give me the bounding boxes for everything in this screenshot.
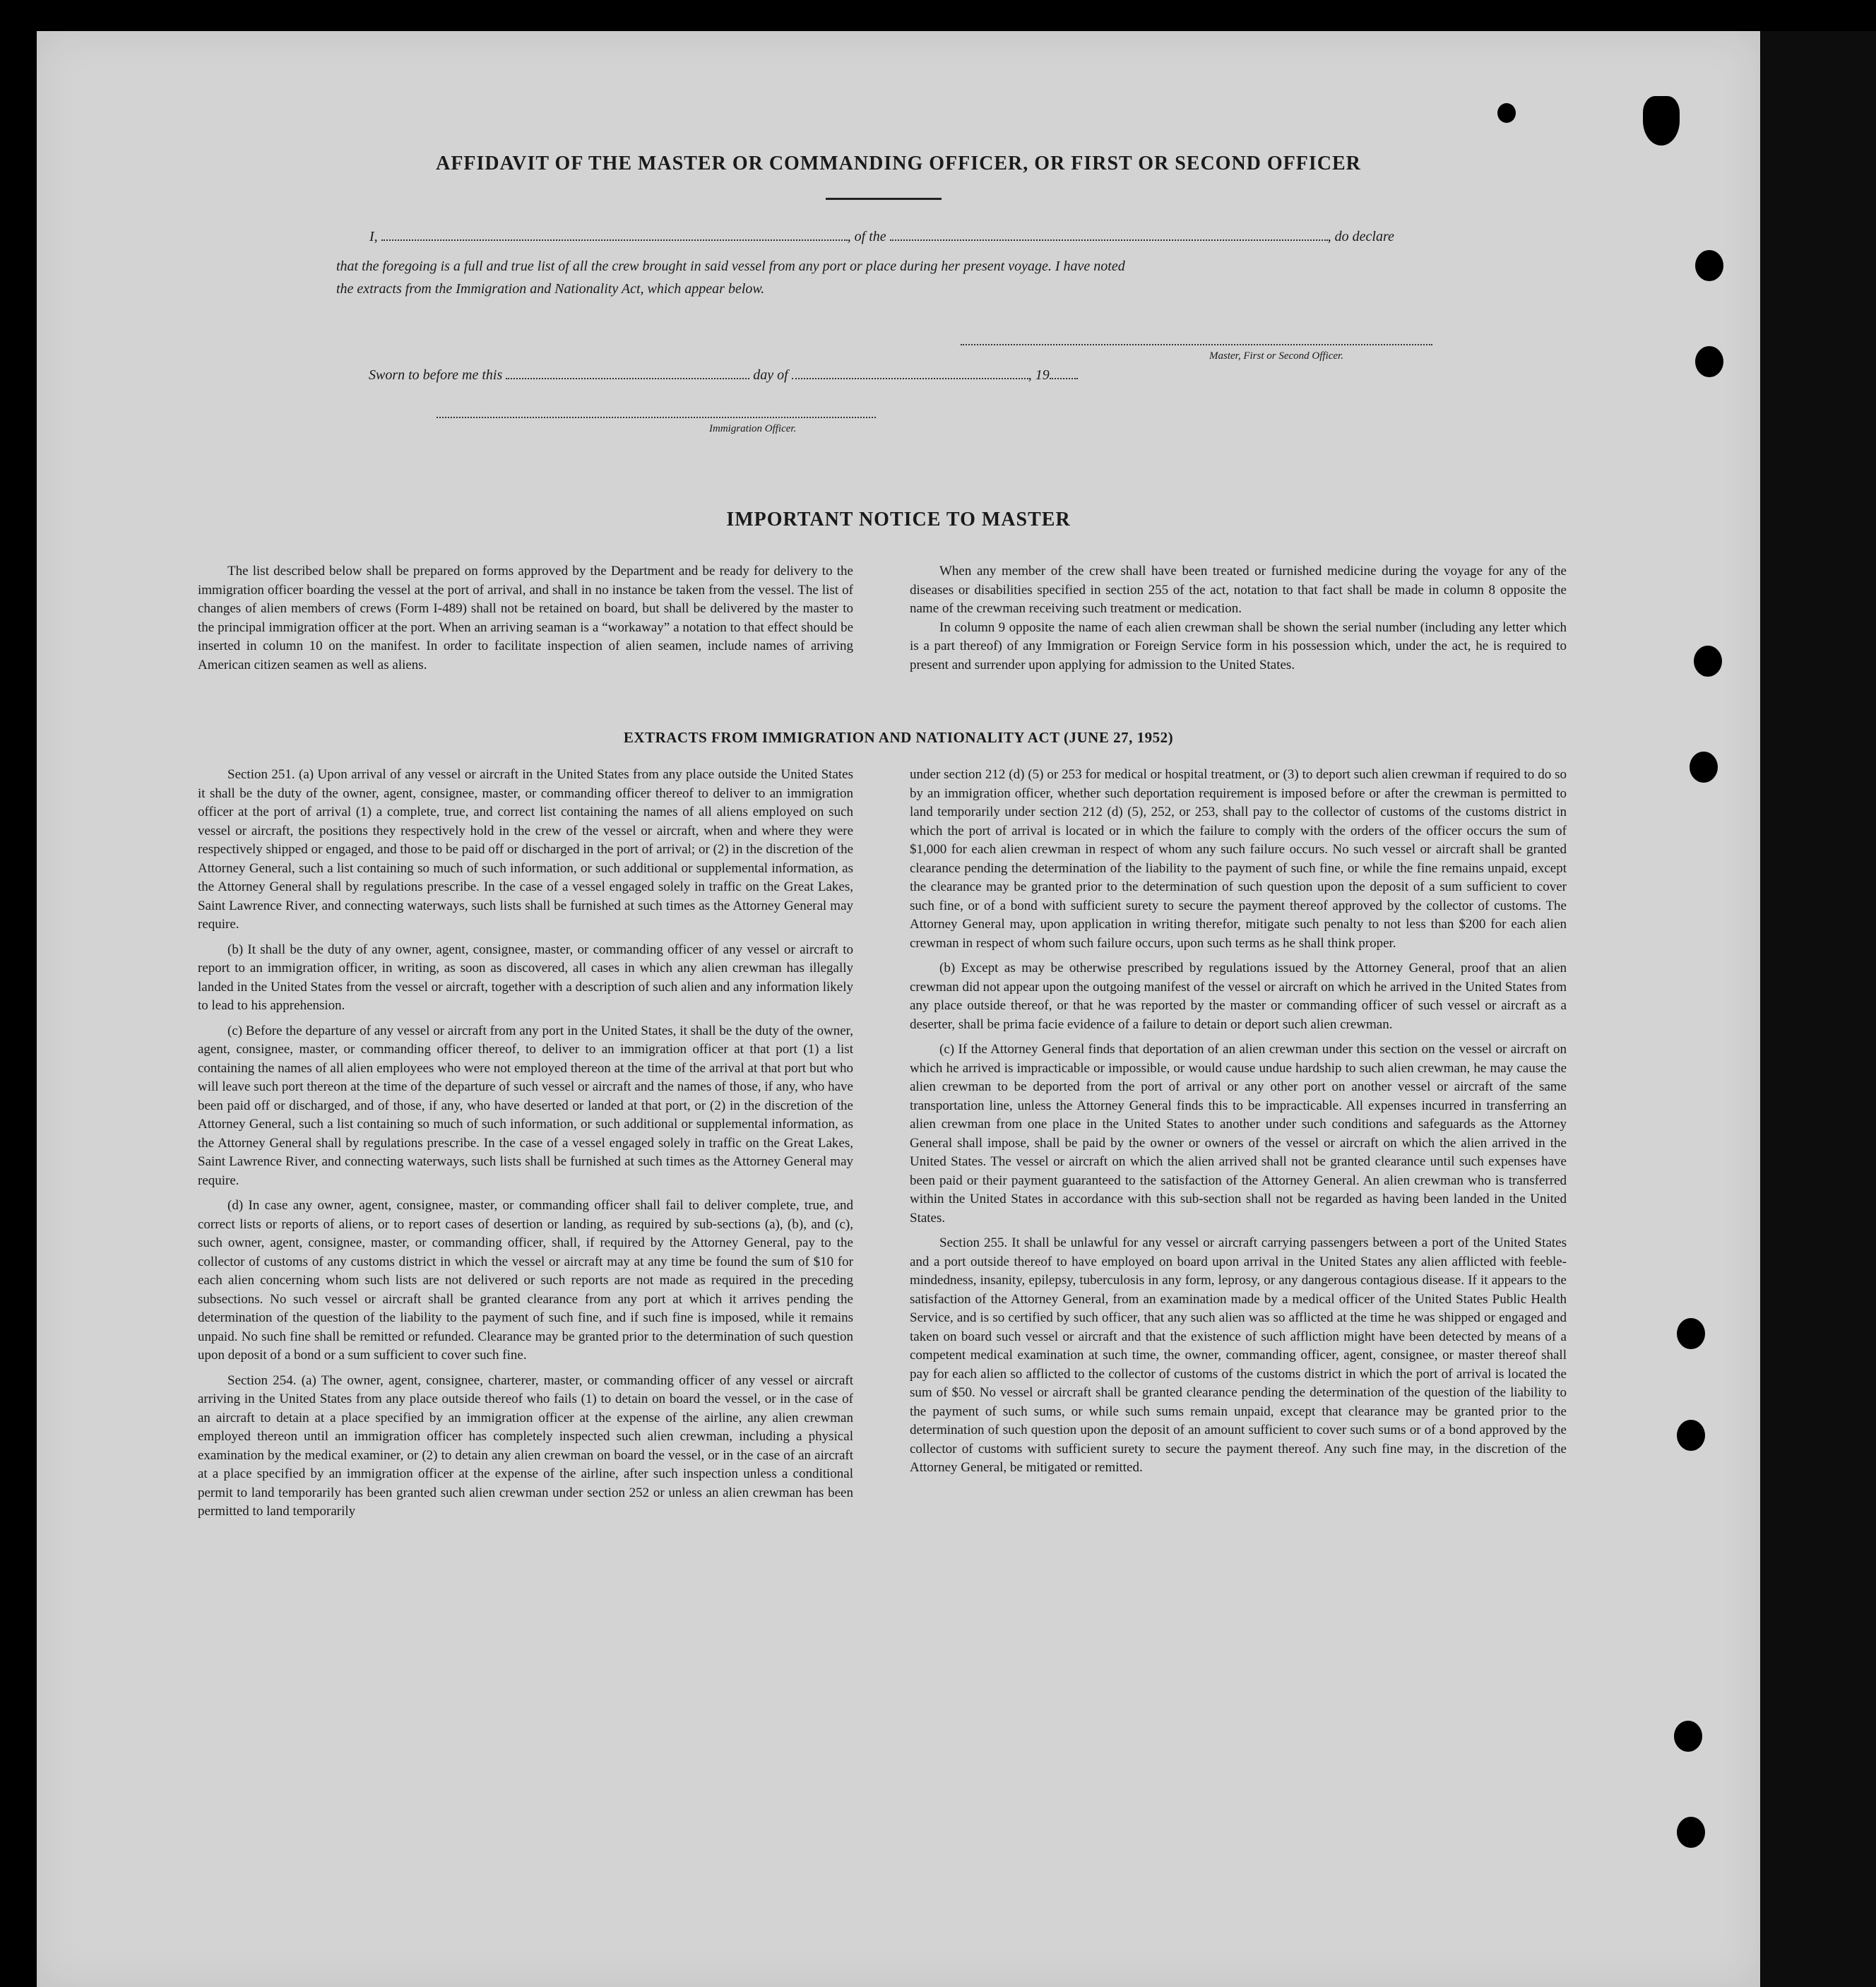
master-signature-line[interactable] bbox=[961, 344, 1432, 345]
notice-right-column bbox=[910, 562, 1567, 675]
punch-hole bbox=[1677, 1817, 1705, 1848]
affidavit-line-3: the extracts from the Immigration and Nationality Act, which appear below. bbox=[336, 281, 765, 297]
year-blank[interactable] bbox=[1050, 368, 1078, 379]
document-page bbox=[37, 31, 1760, 1987]
punch-hole bbox=[1695, 250, 1723, 281]
day-of-text: day of bbox=[753, 367, 788, 383]
affidavit-title: AFFIDAVIT OF THE MASTER OR COMMANDING OFFICER, OR FIRST OR SECOND OFFICER bbox=[436, 153, 1361, 174]
extracts-left-column bbox=[198, 766, 853, 1522]
vessel-blank[interactable] bbox=[890, 230, 1328, 241]
section-254-a-cont: under section 212 (d) (5) or 253 for medical or hospital treatment, or (3) to deport such alien crewman if required to do so by an immigration officer, whether such deportation requirement is imposed before or after the crewman is permitted to land temporarily under section 212 (d) (5), 252, or 253, shall pay to the collector of customs of the customs district in which the port of arrival is located or in which the failure to comply with the orders of the officer occurs the sum of $1,000 for each alien crewman in respect of whom any such failure occurs. No such vessel or aircraft shall be granted clearance pending the determination of the liability to the payment of such fine, or while the fine remains unpaid, except the clearance may be granted prior to the determination of such question upon the deposit of a sum sufficient to cover such fine, or of a bond with sufficient surety to secure the payment thereof approved by the collector of customs. The Attorney General may, upon application in writing therefor, mitigate such penalty to not less than $200 for each alien crewman in respect of whom such failure occurs, upon such terms as he shall think proper. bbox=[910, 767, 1567, 951]
section-255: Section 255. It shall be unlawful for any vessel or aircraft carrying passengers between a port of the United States and a port outside thereof to have employed on board upon arrival in the United States any alien afflicted with feeble-mindedness, insanity, epilepsy, tuberculosis in any form, leprosy, or any dangerous contagious disease. If it appears to the satisfaction of the Attorney General, from an examination made by a medical officer of the United States Public Health Service, and is so certified by such officer, that any such alien was so afflicted at the time he was shipped or engaged and taken on board such vessel or aircraft and that the existence of such affliction might have been detected by means of a competent medical examination at such time, the owner, commanding officer, agent, consignee, or master thereof shall pay for each alien so afflicted to the collector of customs of the customs district in which the port of arrival is located the sum of $50. No vessel or aircraft shall be granted clearance pending the determination of the question of the liability to the payment of such sums, or while such sums remain unpaid, except that clearance may be granted prior to the determination of such question upon the deposit of an amount sufficient to cover such sums or of a bond approved by the collector of customs with sufficient surety to secure the payment thereof. Any such fine may, in the discretion of the Attorney General, be mitigated or remitted. bbox=[910, 1235, 1567, 1475]
section-251-c: (c) Before the departure of any vessel or aircraft from any port in the United States, it shall be the duty of the owner, agent, consignee, master, or commanding officer thereof, to deliver to an immigration officer at that port (1) a list containing the names of all alien employees who were not employed thereon at the time of the arrival at that port but who will leave such port thereon at the time of the departure of such vessel or aircraft and the names of those, if any, who have been paid off or discharged, and of those, if any, who have deserted or landed at that port, or (2) in the discretion of the Attorney General, such a list containing so much of such information, or such additional or supplemental information, as the Attorney General shall by regulations prescribe. In the case of a vessel engaged solely in traffic on the Great Lakes, Saint Lawrence River, and connecting waterways, such lists shall be furnished at such times as the Attorney General may require. bbox=[198, 1023, 853, 1188]
affidavit-i: I, bbox=[369, 229, 378, 244]
punch-hole bbox=[1643, 96, 1680, 146]
scan-edge bbox=[1760, 31, 1876, 1987]
punch-hole bbox=[1497, 103, 1516, 123]
punch-hole bbox=[1695, 346, 1723, 377]
master-label: Master, First or Second Officer. bbox=[1209, 350, 1343, 362]
name-blank[interactable] bbox=[381, 230, 848, 241]
notice-left-paragraph: The list described below shall be prepared on forms approved by the Department and be ready for delivery to the immigration officer boarding the vessel at the port of arrival, and shall in no instance be taken from the vessel. The list of changes of alien members of crews (Form I-489) shall not be retained on board, but shall be delivered by the master to the principal immigration officer at the port. When an arriving seaman is a “workaway” a notation to that effect should be inserted in column 10 on the manifest. In order to facilitate inspection of alien seamen, include names of arriving American citizen seamen as well as aliens. bbox=[198, 564, 853, 672]
notice-left-column bbox=[198, 562, 853, 675]
title-rule bbox=[826, 198, 942, 200]
notice-title: IMPORTANT NOTICE TO MASTER bbox=[726, 509, 1071, 530]
sworn-line bbox=[369, 367, 1078, 384]
punch-hole bbox=[1677, 1318, 1705, 1349]
punch-hole bbox=[1674, 1721, 1702, 1752]
sworn-text: Sworn to before me this bbox=[369, 367, 503, 383]
officer-signature-line[interactable] bbox=[437, 417, 876, 418]
affidavit-line-2: that the foregoing is a full and true list of all the crew brought in said vessel from any port or place during her present voyage. I have noted bbox=[336, 259, 1125, 274]
punch-hole bbox=[1677, 1420, 1705, 1451]
punch-hole bbox=[1690, 752, 1718, 783]
section-254-a: Section 254. (a) The owner, agent, consignee, charterer, master, or commanding officer of any vessel or aircraft arriving in the United States from any place outside thereof who fails (1) to detain on board the vessel, or in the case of an aircraft to detain at a place specified by an immigration officer at the expense of the airline, any alien crewman employed thereon until an immigration officer has completely inspected such alien crewman, including a physical examination by the medical examiner, or (2) to detain any alien crewman on board the vessel, or in the case of an aircraft at a place specified by an immigration officer at the expense of the airline, after such inspection unless a conditional permit to land temporarily has been granted such alien crewman under section 252 or unless an alien crewman has been permitted to land temporarily bbox=[198, 1372, 853, 1519]
notice-right-paragraph-1: When any member of the crew shall have been treated or furnished medicine during the voyage for any of the diseases or disabilities specified in section 255 of the act, notation to that fact shall be made in column 8 opposite the name of the crewman receiving such treatment or medication. bbox=[910, 564, 1567, 616]
notice-right-paragraph-2: In column 9 opposite the name of each alien crewman shall be shown the serial number (including any letter which is a part thereof) of any Immigration or Foreign Service form in his possession which, under the act, he is required to present and surrender upon applying for admission to the United States. bbox=[910, 619, 1567, 672]
extracts-right-column bbox=[910, 766, 1567, 1478]
officer-label: Immigration Officer. bbox=[709, 423, 797, 434]
extracts-title: EXTRACTS FROM IMMIGRATION AND NATIONALITY ACT (JUNE 27, 1952) bbox=[623, 729, 1174, 746]
punch-hole bbox=[1694, 646, 1722, 677]
year-text: , 19 bbox=[1028, 367, 1050, 383]
section-251-b: (b) It shall be the duty of any owner, agent, consignee, master, or commanding officer of any vessel or aircraft to report to an immigration officer, in writing, as soon as discovered, all cases in which any alien crewman has illegally landed in the United States from the vessel or aircraft, together with a description of such alien and any information likely to lead to his apprehension. bbox=[198, 942, 853, 1013]
section-254-c: (c) If the Attorney General finds that deportation of an alien crewman under this section on the vessel or aircraft on which he arrived is impracticable or impossible, or would cause undue hardship to such alien crewman, he may cause the alien crewman to be deported from the port of arrival or any other port on another vessel or aircraft of the same transportation line, unless the Attorney General finds this to be impracticable. All expenses incurred in transferring an alien crewman from one place in the United States to another under such conditions and safeguards as the Attorney General shall impose, shall be paid by the owner or owners of the vessel or aircraft on which the alien arrived in the United States. The vessel or aircraft on which the alien arrived shall not be granted clearance until such expenses have been paid or their payment guaranteed to the satisfaction of the Attorney General. An alien crewman who is transferred within the United States in accordance with this sub-section shall not be regarded as having been landed in the United States. bbox=[910, 1042, 1567, 1226]
month-blank[interactable] bbox=[792, 368, 1028, 379]
section-251-d: (d) In case any owner, agent, consignee, master, or commanding officer shall fail to deliver complete, true, and correct lists or reports of aliens, or to report cases of desertion or landing, as required by sub-sections (a), (b), and (c), such owner, agent, consignee, master, or commanding officer, shall, if required by the Attorney General, pay to the collector of customs of any customs district in which the vessel or aircraft may at any time be found the sum of $10 for each alien concerning whom such lists are not delivered or such reports are not made as required in the preceding subsections. No such vessel or aircraft shall be granted clearance from any port at which it arrives pending the determination of the question of the liability to the payment of such fine, and if such fine is imposed, while it remains unpaid. No such fine shall be remitted or refunded. Clearance may be granted prior to the determination of such question upon deposit of a bond or a sum sufficient to cover such fine. bbox=[198, 1198, 853, 1363]
affidavit-line-1 bbox=[369, 229, 1394, 245]
affidavit-of-the: , of the bbox=[847, 229, 886, 244]
affidavit-declare: , do declare bbox=[1327, 229, 1394, 244]
sworn-day-blank[interactable] bbox=[506, 368, 749, 379]
section-251-a: Section 251. (a) Upon arrival of any vessel or aircraft in the United States from any place outside the United States it shall be the duty of the owner, agent, consignee, master, or commanding officer thereof to deliver to an immigration officer at the port of arrival (1) a complete, true, and correct list containing the names of all aliens employed on such vessel or aircraft, the positions they respectively hold in the crew of the vessel or aircraft, when and where they were respectively shipped or engaged, and those to be paid off or discharged in the port of arrival; or (2) in the discretion of the Attorney General, such a list containing so much of such information, or such additional or supplemental information, as the Attorney General shall by regulations prescribe. In the case of a vessel engaged solely in traffic on the Great Lakes, Saint Lawrence River, and connecting waterways, such lists shall be furnished at such times as the Attorney General may require. bbox=[198, 767, 853, 932]
section-254-b: (b) Except as may be otherwise prescribed by regulations issued by the Attorney General, proof that an alien crewman did not appear upon the outgoing manifest of the vessel or aircraft on which he arrived in the United States from any place outside thereof, or that he was reported by the master or commanding officer of such vessel or aircraft as a deserter, shall be prima facie evidence of a failure to detain or deport such alien crewman. bbox=[910, 961, 1567, 1032]
